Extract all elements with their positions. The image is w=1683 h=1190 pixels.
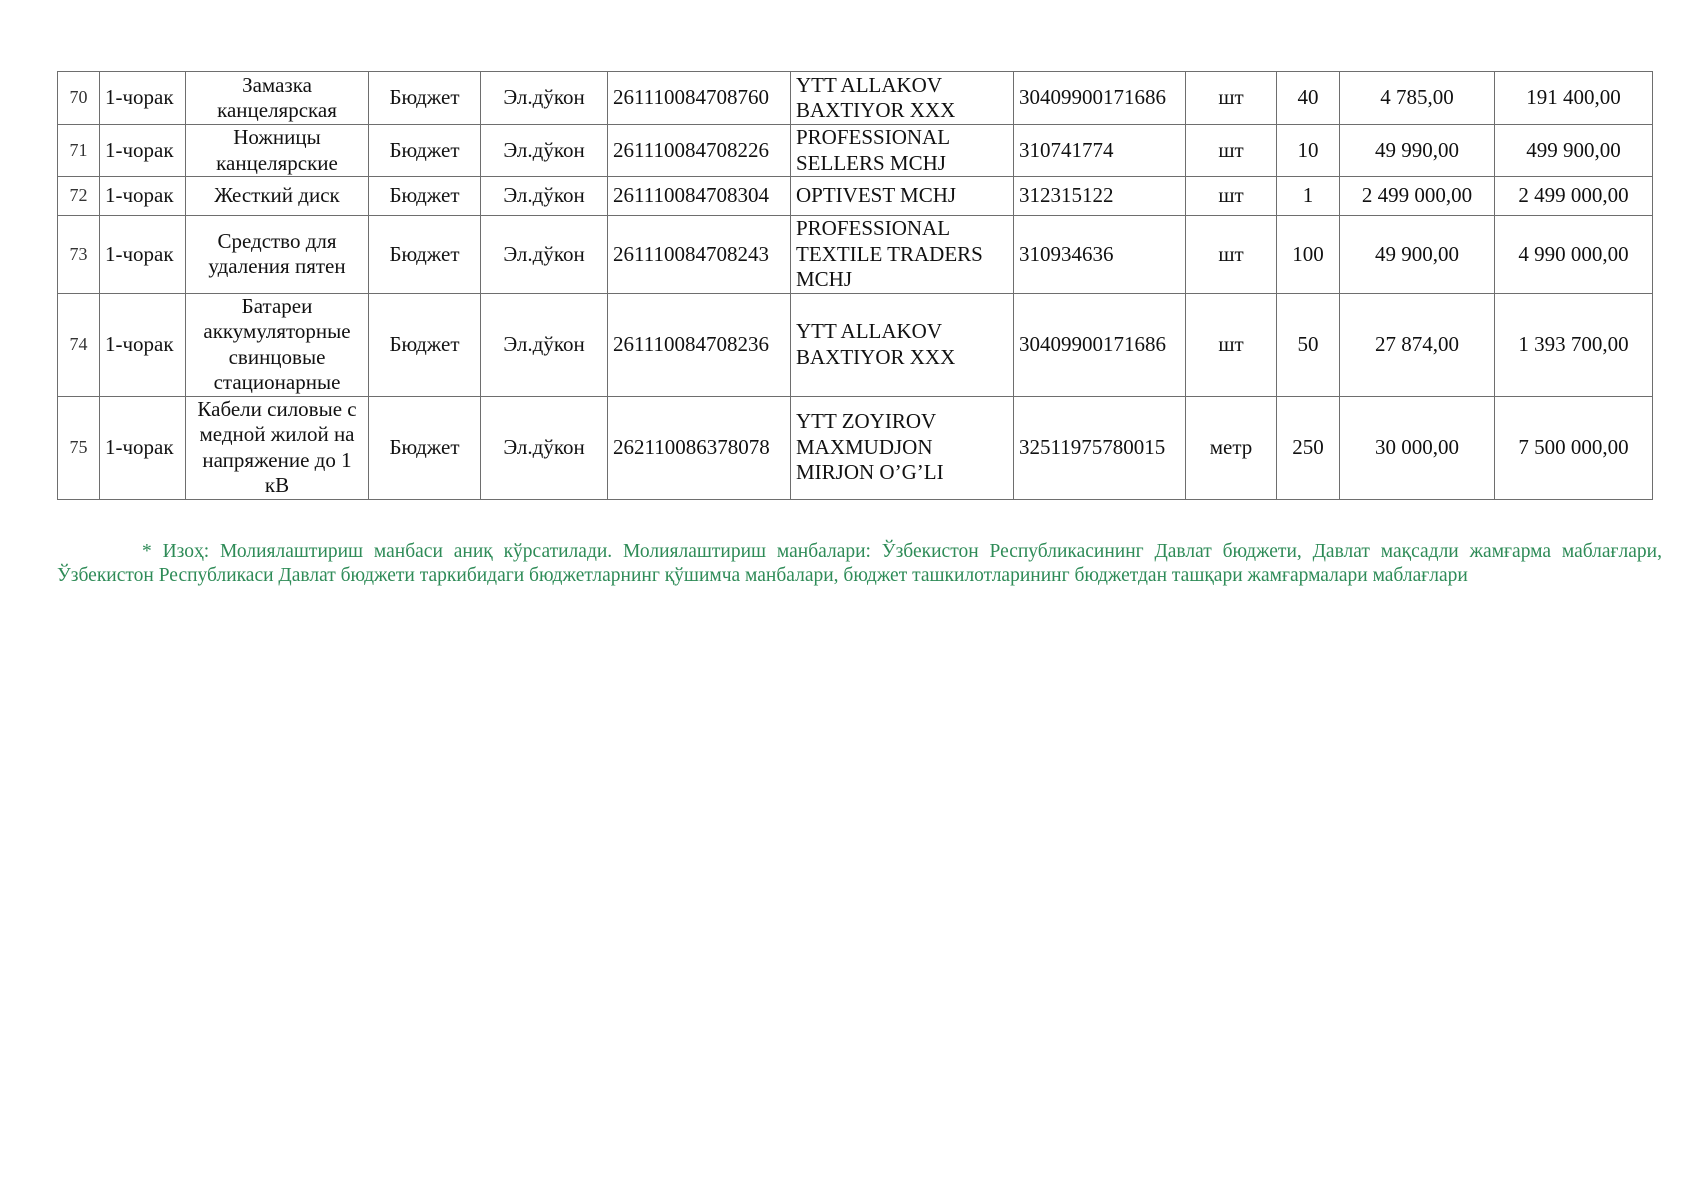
row-number: 73 — [58, 216, 100, 294]
table-row — [58, 396, 1653, 499]
total-amount-cell: 1 393 700,00 — [1495, 293, 1653, 396]
quarter-cell: 1-чорак — [100, 396, 186, 499]
unit-cell: шт — [1186, 72, 1277, 125]
quantity-cell: 1 — [1277, 177, 1340, 216]
quantity-cell: 40 — [1277, 72, 1340, 125]
unit-cell: шт — [1186, 125, 1277, 177]
unit-cell: шт — [1186, 216, 1277, 294]
supplier-cell: YTT ALLAKOV BAXTIYOR XXX — [791, 72, 1014, 125]
purchase-method-cell: Эл.дўкон — [481, 177, 608, 216]
supplier-cell: PROFESSIONAL TEXTILE TRADERS MCHJ — [791, 216, 1014, 294]
funding-source-cell: Бюджет — [369, 396, 481, 499]
contract-number-cell: 261110084708304 — [608, 177, 791, 216]
funding-source-footnote: * Изоҳ: Молиялаштириш манбаси аниқ кўрсатилади. Молиялаштириш манбалари: Ўзбекистон Республикасининг Давлат бюджети, Давлат мақсадли жамғарма маблағлари, Ўзбекистон Республикаси Давлат бюджети таркибидаги бюджетларнинг қўшимча манбалари, бюджет ташкилотларининг бюджетдан ташқари жамғармалари маблағлари — [57, 540, 1662, 586]
contract-number-cell: 261110084708236 — [608, 293, 791, 396]
supplier-cell: PROFESSIONAL SELLERS MCHJ — [791, 125, 1014, 177]
table-row — [58, 72, 1653, 125]
total-amount-cell: 499 900,00 — [1495, 125, 1653, 177]
procurement-table — [57, 71, 1653, 500]
unit-price-cell: 30 000,00 — [1340, 396, 1495, 499]
table-row — [58, 293, 1653, 396]
quantity-cell: 50 — [1277, 293, 1340, 396]
unit-price-cell: 2 499 000,00 — [1340, 177, 1495, 216]
unit-price-cell: 4 785,00 — [1340, 72, 1495, 125]
supplier-inn-cell: 30409900171686 — [1014, 293, 1186, 396]
item-name-cell: Кабели силовые с медной жилой на напряжение до 1 кВ — [186, 396, 369, 499]
quarter-cell: 1-чорак — [100, 216, 186, 294]
unit-cell: шт — [1186, 293, 1277, 396]
contract-number-cell: 261110084708226 — [608, 125, 791, 177]
contract-number-cell: 261110084708760 — [608, 72, 791, 125]
funding-source-cell: Бюджет — [369, 72, 481, 125]
total-amount-cell: 2 499 000,00 — [1495, 177, 1653, 216]
row-number: 72 — [58, 177, 100, 216]
purchase-method-cell: Эл.дўкон — [481, 72, 608, 125]
quarter-cell: 1-чорак — [100, 125, 186, 177]
funding-source-cell: Бюджет — [369, 216, 481, 294]
quantity-cell: 250 — [1277, 396, 1340, 499]
total-amount-cell: 4 990 000,00 — [1495, 216, 1653, 294]
contract-number-cell: 261110084708243 — [608, 216, 791, 294]
purchase-method-cell: Эл.дўкон — [481, 293, 608, 396]
supplier-inn-cell: 30409900171686 — [1014, 72, 1186, 125]
purchase-method-cell: Эл.дўкон — [481, 125, 608, 177]
quantity-cell: 100 — [1277, 216, 1340, 294]
item-name-cell: Замазка канцелярская — [186, 72, 369, 125]
supplier-cell: OPTIVEST MCHJ — [791, 177, 1014, 216]
table-row — [58, 216, 1653, 294]
row-number: 71 — [58, 125, 100, 177]
supplier-inn-cell: 32511975780015 — [1014, 396, 1186, 499]
unit-price-cell: 49 990,00 — [1340, 125, 1495, 177]
contract-number-cell: 262110086378078 — [608, 396, 791, 499]
supplier-inn-cell: 312315122 — [1014, 177, 1186, 216]
purchase-method-cell: Эл.дўкон — [481, 396, 608, 499]
funding-source-cell: Бюджет — [369, 293, 481, 396]
funding-source-cell: Бюджет — [369, 125, 481, 177]
quarter-cell: 1-чорак — [100, 293, 186, 396]
row-number: 70 — [58, 72, 100, 125]
purchase-method-cell: Эл.дўкон — [481, 216, 608, 294]
supplier-inn-cell: 310741774 — [1014, 125, 1186, 177]
row-number: 74 — [58, 293, 100, 396]
table-row — [58, 125, 1653, 177]
funding-source-cell: Бюджет — [369, 177, 481, 216]
supplier-inn-cell: 310934636 — [1014, 216, 1186, 294]
item-name-cell: Батареи аккумуляторные свинцовые стационарные — [186, 293, 369, 396]
quarter-cell: 1-чорак — [100, 177, 186, 216]
unit-price-cell: 49 900,00 — [1340, 216, 1495, 294]
table-row — [58, 177, 1653, 216]
item-name-cell: Средство для удаления пятен — [186, 216, 369, 294]
item-name-cell: Жесткий диск — [186, 177, 369, 216]
total-amount-cell: 7 500 000,00 — [1495, 396, 1653, 499]
supplier-cell: YTT ZOYIROV MAXMUDJON MIRJON O’G’LI — [791, 396, 1014, 499]
unit-price-cell: 27 874,00 — [1340, 293, 1495, 396]
unit-cell: шт — [1186, 177, 1277, 216]
quantity-cell: 10 — [1277, 125, 1340, 177]
unit-cell: метр — [1186, 396, 1277, 499]
row-number: 75 — [58, 396, 100, 499]
supplier-cell: YTT ALLAKOV BAXTIYOR XXX — [791, 293, 1014, 396]
total-amount-cell: 191 400,00 — [1495, 72, 1653, 125]
item-name-cell: Ножницы канцелярские — [186, 125, 369, 177]
quarter-cell: 1-чорак — [100, 72, 186, 125]
